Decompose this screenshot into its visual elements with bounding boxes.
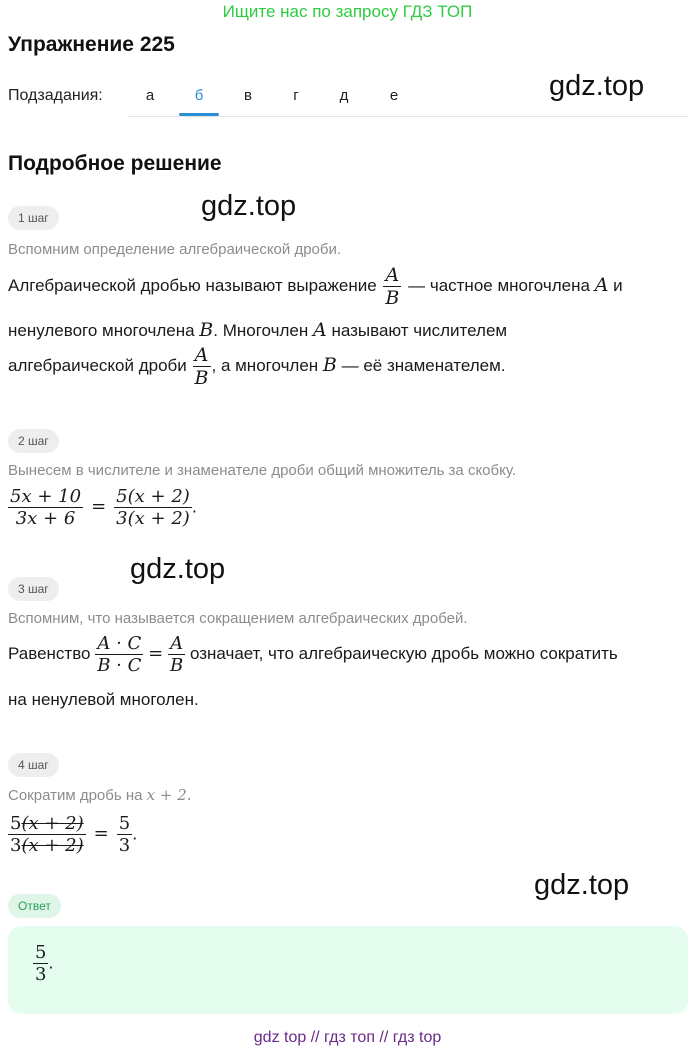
struck-factor: (x + 2) bbox=[21, 813, 84, 834]
step-badge: 1 шаг bbox=[8, 206, 59, 230]
step-hint: Вынесем в числителе и знаменателе дроби общий множитель за скобку. bbox=[8, 462, 517, 479]
tab-g[interactable]: г bbox=[293, 87, 299, 104]
answer-value: $\frac{5}{3}$ . bbox=[35, 942, 54, 985]
tab-a[interactable]: а bbox=[145, 87, 155, 104]
struck-factor: (x + 2) bbox=[21, 835, 84, 856]
fraction: $\frac{5}{3}$ bbox=[35, 942, 47, 985]
fraction: $\frac{5}{3}$ bbox=[118, 813, 131, 856]
fraction: $\frac{5(x + 2)}{3(x + 2)}$ bbox=[10, 813, 84, 856]
step-hint: Вспомним определение алгебраической дроби. bbox=[8, 241, 342, 258]
formula: $\frac{5(x + 2)}{3(x + 2)}$ = $\frac{5}{3}$ . bbox=[10, 813, 138, 856]
watermark: gdz.top bbox=[549, 70, 645, 102]
watermark: gdz.top bbox=[534, 869, 630, 901]
fraction: $\frac{5(x + 2)}{3(x + 2)}$ bbox=[116, 486, 190, 529]
fraction: $\frac{5x + 10}{3x + 6}$ bbox=[10, 486, 82, 529]
fraction: $\frac{A}{B}$ bbox=[169, 633, 184, 676]
tab-e[interactable]: е bbox=[389, 87, 399, 104]
formula: $\frac{5x + 10}{3x + 6}$ = $\frac{5(x + 2)}{3(x + 2)}$ . bbox=[10, 486, 197, 529]
step-text-line: Алгебраической дробью называют выражение $\frac{A}{B}$ — частное многочлена A и bbox=[8, 264, 623, 309]
watermark: gdz.top bbox=[130, 553, 226, 585]
step-badge: 4 шаг bbox=[8, 753, 59, 777]
footer-links[interactable]: gdz top // гдз топ // гдз top bbox=[253, 1029, 442, 1046]
step-badge: 3 шаг bbox=[8, 577, 59, 601]
step-hint: Сократим дробь на x + 2. bbox=[8, 786, 192, 804]
answer-box bbox=[8, 926, 688, 1014]
search-hint-link[interactable]: Ищите нас по запросу ГДЗ ТОП bbox=[222, 2, 473, 21]
step-text-line: Равенство $\frac{A \cdot C}{B \cdot C}$ = $\frac{A}{B}$ означает, что алгебраическую дробь можно сократить bbox=[8, 633, 618, 676]
step-hint: Вспомним, что называется сокращением алгебраических дробей. bbox=[8, 610, 468, 627]
watermark: gdz.top bbox=[201, 190, 297, 222]
active-tab-indicator bbox=[179, 113, 219, 116]
step-text-line: ненулевого многочлена B. Многочлен A называют числителем bbox=[8, 319, 508, 341]
fraction: $\frac{A}{B}$ bbox=[385, 264, 400, 309]
tab-b[interactable]: б bbox=[194, 87, 204, 104]
tab-d[interactable]: д bbox=[339, 87, 349, 104]
exercise-title: Упражнение 225 bbox=[8, 33, 175, 56]
subtasks-label: Подзадания: bbox=[8, 87, 103, 104]
fraction: $\frac{A}{B}$ bbox=[194, 344, 209, 389]
answer-badge: Ответ bbox=[8, 894, 61, 918]
step-text-line: алгебраической дроби $\frac{A}{B}$ , а многочлен B — её знаменателем. bbox=[8, 344, 506, 389]
tab-v[interactable]: в bbox=[244, 87, 252, 104]
fraction: $\frac{A \cdot C}{B \cdot C}$ bbox=[97, 633, 142, 676]
step-badge: 2 шаг bbox=[8, 429, 59, 453]
section-title: Подробное решение bbox=[8, 152, 222, 175]
step-text-line: на ненулевой многолен. bbox=[8, 690, 199, 709]
